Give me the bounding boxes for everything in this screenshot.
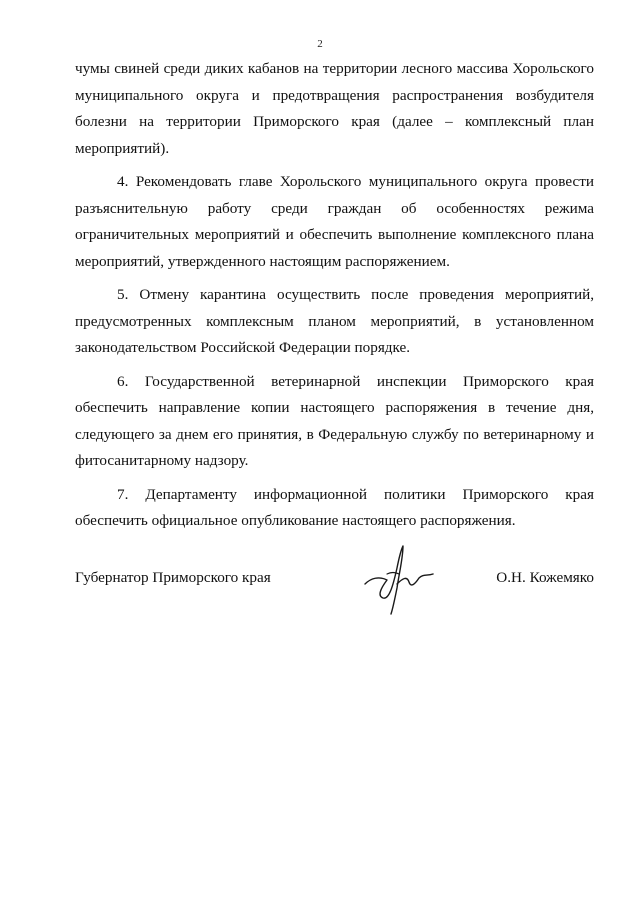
signature-block <box>75 566 594 626</box>
paragraph-item-7: 7. Департаменту информационной политики Приморского края обеспечить официальное опубликование настоящего распоряжения. <box>75 485 594 529</box>
signatory-name: О.Н. Кожемяко <box>496 569 594 586</box>
paragraph-item-4: 4. Рекомендовать главе Хорольского муниципального округа провести разъяснительную работу среди граждан об особенностях режима ограничительных мероприятий и обеспечить выполнение комплексного плана мероприятий, утвержденного настоящим распоряжением. <box>75 173 594 270</box>
handwritten-signature <box>357 538 437 618</box>
page-number: 2 <box>317 38 323 50</box>
paragraph-item-5: 5. Отмену карантина осуществить после проведения мероприятий, предусмотренных комплексным планом мероприятий, в установленном законодательством Российской Федерации порядке. <box>75 286 594 356</box>
paragraph-continuation: чумы свиней среди диких кабанов на территории лесного массива Хорольского муниципального округа и предотвращения распространения возбудителя болезни на территории Приморского края (далее – комплексный план мероприятий). <box>75 60 594 157</box>
document-body <box>75 56 594 535</box>
paragraph-item-6: 6. Государственной ветеринарной инспекции Приморского края обеспечить направление копии настоящего распоряжения в течение дня, следующего за днем его принятия, в Федеральную службу по ветеринарному и фитосанитарному надзору. <box>75 372 594 469</box>
signatory-position: Губернатор Приморского края <box>75 569 271 586</box>
